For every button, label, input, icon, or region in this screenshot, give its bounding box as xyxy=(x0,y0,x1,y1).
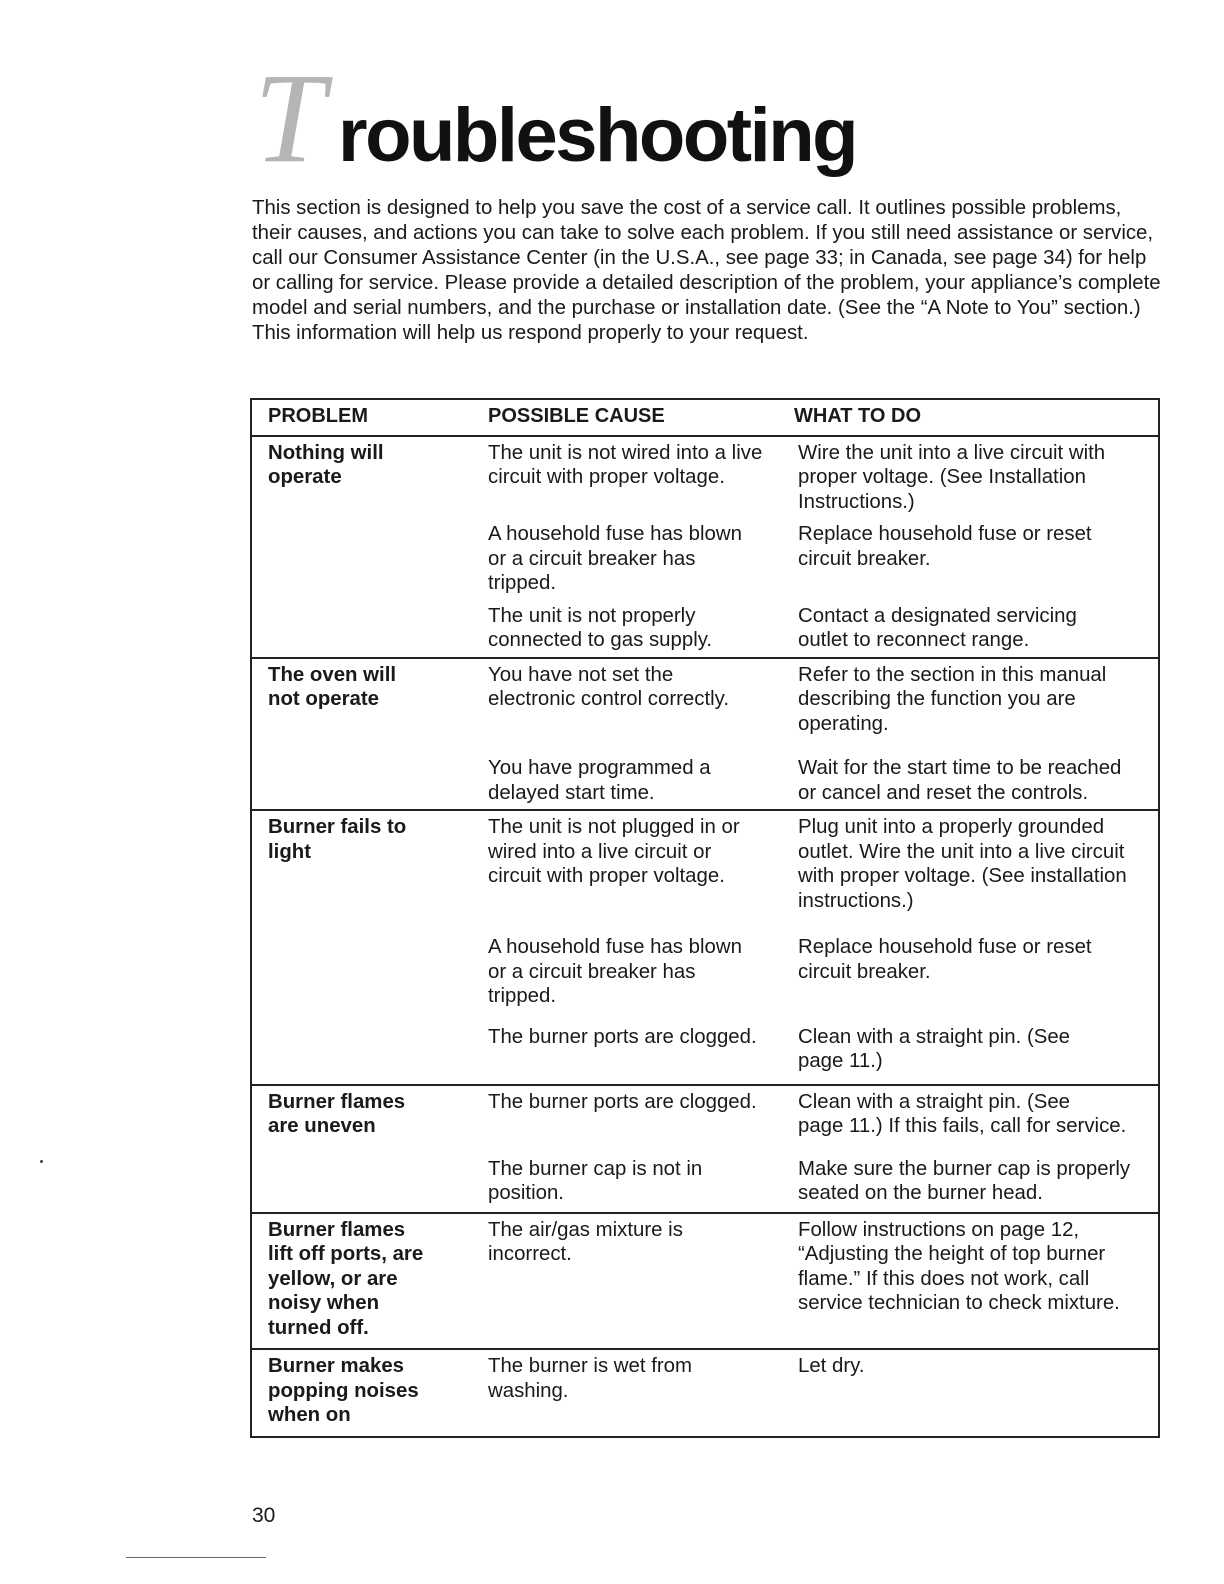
problem-text: Burner fails to light xyxy=(268,816,407,863)
footer-rule xyxy=(126,1557,266,1558)
what-to-do: Contact a designated servicing outlet to reconnect range. xyxy=(798,604,1077,651)
cause-action-pair xyxy=(474,441,1158,515)
cause-action-pair xyxy=(474,1025,1158,1074)
possible-cause: The burner ports are clogged. xyxy=(488,1090,757,1113)
possible-cause: The unit is not wired into a live circuit with proper voltage. xyxy=(488,441,763,488)
cause-and-action-cell xyxy=(474,436,1159,658)
cause-action-pair xyxy=(474,1354,1158,1403)
what-to-do: Follow instructions on page 12, “Adjusting the height of top burner flame.” If this does not work, call service technician to check mixture. xyxy=(798,1218,1120,1314)
possible-cause: You have programmed a delayed start time. xyxy=(488,757,711,804)
possible-cause: The burner ports are clogged. xyxy=(488,1025,757,1048)
problem-cell xyxy=(251,658,474,811)
table-row xyxy=(251,1349,1159,1437)
header-cause xyxy=(474,399,1159,436)
header-cause-label: POSSIBLE CAUSE xyxy=(488,405,665,427)
cause-action-pair xyxy=(474,1218,1158,1316)
possible-cause: The unit is not plugged in or wired into a live circuit or circuit with proper voltage. xyxy=(488,816,740,887)
title-text: roubleshooting xyxy=(338,93,857,178)
table-row xyxy=(251,658,1159,811)
problem-cell xyxy=(251,436,474,658)
cause-and-action-cell xyxy=(474,810,1159,1085)
cause-and-action-cell xyxy=(474,1213,1159,1350)
what-to-do: Clean with a straight pin. (See page 11.) If this fails, call for service. xyxy=(798,1090,1127,1137)
table-row xyxy=(251,810,1159,1085)
what-to-do: Replace household fuse or reset circuit breaker. xyxy=(798,936,1092,983)
possible-cause: You have not set the electronic control correctly. xyxy=(488,663,729,710)
page-number: 30 xyxy=(252,1504,276,1527)
problem-text: Burner flames lift off ports, are yellow, or are noisy when turned off. xyxy=(268,1218,424,1339)
table-row xyxy=(251,1213,1159,1350)
cause-and-action-cell xyxy=(474,1349,1159,1437)
possible-cause: The unit is not properly connected to gas supply. xyxy=(488,604,713,651)
table-row xyxy=(251,1085,1159,1213)
problem-cell xyxy=(251,1213,474,1350)
title-initial: T xyxy=(254,47,322,189)
cause-action-pair xyxy=(474,604,1158,653)
what-to-do: Refer to the section in this manual describing the function you are operating. xyxy=(798,663,1107,735)
problem-cell xyxy=(251,1349,474,1437)
what-to-do: Wire the unit into a live circuit with proper voltage. (See Installation Instructions.) xyxy=(798,441,1106,513)
problem-cell xyxy=(251,1085,474,1213)
cause-action-pair xyxy=(474,935,1158,1009)
header-todo-label: WHAT TO DO xyxy=(794,405,922,427)
intro-paragraph: This section is designed to help you save the cost of a service call. It outlines possible problems, their causes, and actions you can take to solve each problem. If you still need assistance or service, call our Consumer Assistance Center (in the U.S.A., see page 33; in Canada, see page 34) for help or calling for service. Please provide a detailed description of the problem, your appliance’s complete model and serial numbers, and the purchase or installation date. (See the “A Note to You” section.) This information will help us respond properly to your request. xyxy=(252,197,1161,344)
cause-action-pair xyxy=(474,1157,1158,1206)
possible-cause: The burner cap is not in position. xyxy=(488,1157,703,1204)
cause-action-pair xyxy=(474,815,1158,913)
cause-and-action-cell xyxy=(474,1085,1159,1213)
possible-cause: The burner is wet from washing. xyxy=(488,1355,692,1402)
problem-text: Nothing will operate xyxy=(268,441,384,488)
header-problem: PROBLEM xyxy=(251,399,474,436)
cause-action-pair xyxy=(474,1090,1158,1139)
page-title xyxy=(254,47,954,189)
cause-action-pair xyxy=(474,522,1158,596)
cause-action-pair xyxy=(474,663,1158,737)
what-to-do: Replace household fuse or reset circuit breaker. xyxy=(798,523,1092,570)
stray-mark xyxy=(40,1160,43,1163)
possible-cause: A household fuse has blown or a circuit breaker has tripped. xyxy=(488,936,742,1007)
table-body xyxy=(251,436,1159,1437)
possible-cause: A household fuse has blown or a circuit breaker has tripped. xyxy=(488,523,742,594)
cause-and-action-cell xyxy=(474,658,1159,811)
possible-cause: The air/gas mixture is incorrect. xyxy=(488,1218,683,1265)
table-row xyxy=(251,436,1159,658)
what-to-do: Plug unit into a properly grounded outlet. Wire the unit into a live circuit with proper voltage. (See installation instructions.) xyxy=(798,816,1127,912)
what-to-do: Let dry. xyxy=(798,1355,865,1377)
what-to-do: Wait for the start time to be reached or cancel and reset the controls. xyxy=(798,757,1122,804)
what-to-do: Make sure the burner cap is properly seated on the burner head. xyxy=(798,1157,1131,1204)
problem-text: The oven will not operate xyxy=(268,663,397,710)
problem-text: Burner flames are uneven xyxy=(268,1090,406,1137)
problem-cell xyxy=(251,810,474,1085)
troubleshooting-table xyxy=(250,398,1160,1438)
what-to-do: Clean with a straight pin. (See page 11.) xyxy=(798,1025,1071,1072)
cause-action-pair xyxy=(474,756,1158,805)
table-header-row xyxy=(251,399,1159,436)
problem-text: Burner makes popping noises when on xyxy=(268,1355,419,1426)
